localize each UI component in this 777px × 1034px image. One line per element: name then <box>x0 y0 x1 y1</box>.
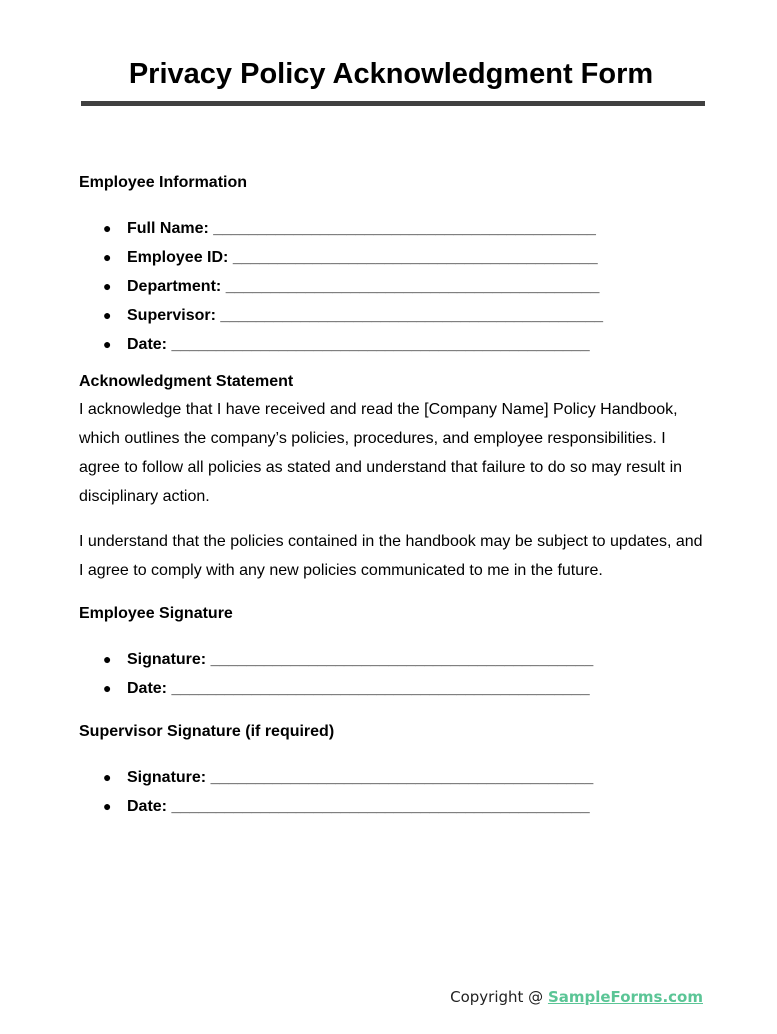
field-supervisor[interactable]: ● Supervisor: ___________________________________________ <box>79 301 709 330</box>
field-full-name[interactable]: ● Full Name: ___________________________________________ <box>79 214 709 243</box>
field-supervisor-signature-date[interactable]: ● Date: _______________________________________________ <box>79 792 709 821</box>
employee-signature-list <box>79 645 709 703</box>
fill-line[interactable]: _________________________________________ <box>232 249 598 266</box>
field-date[interactable]: ● Date: _______________________________________________ <box>79 330 709 359</box>
section-heading-employee-signature: Employee Signature <box>79 605 233 622</box>
section-heading-supervisor-signature: Supervisor Signature (if required) <box>79 723 335 740</box>
bullet-icon: ● <box>103 307 112 323</box>
bullet-icon: ● <box>103 680 112 696</box>
page-title: Privacy Policy Acknowledgment Form <box>128 58 654 90</box>
sampleforms-link[interactable]: SampleForms.com <box>547 988 703 1006</box>
field-employee-id[interactable]: ● Employee ID: _________________________________________ <box>79 243 709 272</box>
fill-line[interactable]: __________________________________________ <box>225 278 600 295</box>
title-divider <box>81 101 705 106</box>
supervisor-signature-list <box>79 763 709 821</box>
copyright-footer: Copyright @ SampleForms.com <box>450 988 703 1006</box>
bullet-icon: ● <box>103 278 112 294</box>
bullet-icon: ● <box>103 798 112 814</box>
fill-line[interactable]: ___________________________________________ <box>210 769 594 786</box>
bullet-icon: ● <box>103 249 112 265</box>
fill-line[interactable]: _______________________________________________ <box>171 336 590 353</box>
acknowledgment-paragraph: I understand that the policies contained in the handbook may be subject to updates, and I agree to comply with any new policies communicated to me in the future. <box>79 533 703 579</box>
bullet-icon: ● <box>103 651 112 667</box>
fill-line[interactable]: _______________________________________________ <box>171 798 590 815</box>
section-heading-acknowledgment: Acknowledgment Statement <box>79 373 294 390</box>
acknowledgment-paragraph: I acknowledge that I have received and read the [Company Name] Policy Handbook, which outlines the company’s policies, procedures, and employee responsibilities. I agree to follow all policies as stated and understand that failure to do so may result in disciplinary action. <box>79 401 683 505</box>
employee-info-list <box>79 214 709 359</box>
section-heading-employee-info: Employee Information <box>79 174 248 191</box>
field-supervisor-signature[interactable]: ● Signature: ___________________________________________ <box>79 763 709 792</box>
field-employee-signature[interactable]: ● Signature: ___________________________________________ <box>79 645 709 674</box>
field-employee-signature-date[interactable]: ● Date: _______________________________________________ <box>79 674 709 703</box>
fill-line[interactable]: ___________________________________________ <box>213 220 596 237</box>
bullet-icon: ● <box>103 336 112 352</box>
form-body <box>79 170 709 821</box>
fill-line[interactable]: ___________________________________________ <box>210 651 594 668</box>
field-department[interactable]: ● Department: __________________________________________ <box>79 272 709 301</box>
fill-line[interactable]: ___________________________________________ <box>220 307 604 324</box>
bullet-icon: ● <box>103 220 112 236</box>
fill-line[interactable]: _______________________________________________ <box>171 680 590 697</box>
bullet-icon: ● <box>103 769 112 785</box>
